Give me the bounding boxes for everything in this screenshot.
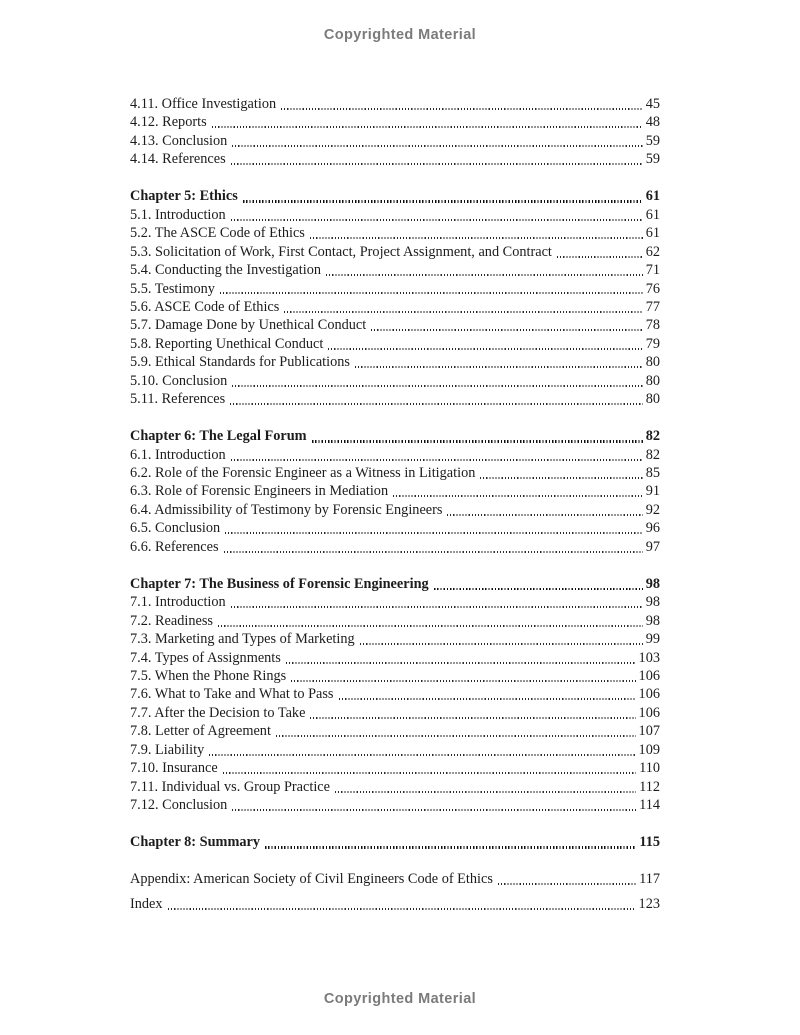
- toc-entry-row: [130, 95, 660, 113]
- dot-leader: [310, 717, 635, 719]
- dot-leader: [281, 108, 643, 110]
- toc-entry-row: [130, 132, 660, 150]
- toc-entry-title: 5.10. Conclusion: [130, 372, 228, 389]
- toc-entry-title: 6.3. Role of Forensic Engineers in Mediation: [130, 483, 389, 500]
- dot-leader: [168, 908, 636, 910]
- toc-entry-title: 5.2. The ASCE Code of Ethics: [130, 225, 305, 242]
- toc-entry-row: [130, 353, 660, 371]
- toc-entry-title: 5.1. Introduction: [130, 206, 226, 223]
- dot-leader: [231, 459, 643, 461]
- toc-chapter-title: Chapter 8: Summary: [130, 834, 260, 851]
- toc-entry-title: 7.1. Introduction: [130, 594, 226, 611]
- toc-entry-row: [130, 316, 660, 334]
- toc-page-number: 91: [645, 483, 660, 500]
- toc-entry-row: [130, 206, 660, 224]
- dot-leader: [335, 791, 636, 793]
- toc-entry-row: [130, 280, 660, 298]
- toc-entry-row: [130, 870, 660, 888]
- toc-page-number: 45: [645, 96, 660, 112]
- dot-leader: [230, 403, 643, 405]
- dot-leader: [224, 551, 643, 553]
- toc-entry-row: [130, 722, 660, 740]
- toc-entry-row: [130, 630, 660, 648]
- toc-entry-row: [130, 667, 660, 685]
- table-of-contents: [130, 95, 660, 914]
- toc-entry-title: 6.1. Introduction: [130, 446, 226, 463]
- toc-page-number: 114: [639, 797, 660, 814]
- toc-chapter-row: [130, 833, 660, 851]
- toc-entry-title: 4.13. Conclusion: [130, 132, 228, 149]
- toc-page-number: 92: [645, 501, 660, 518]
- toc-entry-title: 5.4. Conducting the Investigation: [130, 262, 321, 279]
- toc-entry-title: 7.9. Liability: [130, 741, 205, 758]
- dot-leader: [276, 735, 636, 737]
- dot-leader: [212, 126, 643, 128]
- toc-page-number: 61: [645, 188, 660, 205]
- toc-page-number: 62: [645, 243, 660, 260]
- toc-chapter-title: Chapter 7: The Business of Forensic Engineering: [130, 575, 429, 592]
- toc-page-number: 48: [645, 114, 660, 131]
- dot-leader: [310, 237, 643, 239]
- toc-entry-row: [130, 464, 660, 482]
- toc-page-number: 123: [638, 896, 660, 913]
- dot-leader: [557, 256, 643, 258]
- dot-leader: [265, 846, 636, 848]
- copyrighted-material-banner-bottom: Copyrighted Material: [323, 991, 477, 1007]
- toc-entry-title: 7.2. Readiness: [130, 612, 213, 629]
- dot-leader: [232, 145, 642, 147]
- toc-entry-row: [130, 759, 660, 777]
- toc-entry-row: [130, 593, 660, 611]
- toc-entry-title: 5.5. Testimony: [130, 280, 215, 297]
- dot-leader: [447, 514, 642, 516]
- toc-chapter-row: [130, 427, 660, 445]
- toc-page-number: 79: [645, 335, 660, 352]
- copyrighted-material-banner-top: Copyrighted Material: [323, 27, 477, 43]
- toc-entry-row: [130, 335, 660, 353]
- toc-entry-title: 4.14. References: [130, 151, 226, 168]
- toc-entry-row: [130, 895, 660, 913]
- toc-entry-title: Appendix: American Society of Civil Engineers Code of Ethics: [130, 870, 493, 887]
- toc-entry-title: 7.3. Marketing and Types of Marketing: [130, 631, 355, 648]
- dot-leader: [284, 311, 642, 313]
- toc-page-number: 77: [645, 298, 660, 315]
- dot-leader: [232, 385, 642, 387]
- toc-page-number: 109: [638, 741, 660, 758]
- dot-leader: [231, 606, 643, 608]
- toc-entry-row: [130, 649, 660, 667]
- toc-chapter-row: [130, 575, 660, 593]
- toc-entry-row: [130, 538, 660, 556]
- toc-entry-row: [130, 612, 660, 630]
- toc-page-number: 110: [639, 760, 660, 777]
- dot-leader: [355, 366, 643, 368]
- toc-entry-title: Index: [130, 896, 163, 913]
- toc-page-number: 96: [645, 520, 660, 537]
- toc-page-number: 99: [645, 631, 660, 648]
- toc-entry-title: 4.12. Reports: [130, 114, 207, 131]
- toc-page-number: 103: [638, 649, 660, 666]
- dot-leader: [291, 680, 635, 682]
- toc-entry-row: [130, 261, 660, 279]
- toc-page-number: 98: [645, 612, 660, 629]
- toc-entry-row: [130, 482, 660, 500]
- toc-page-number: 106: [638, 668, 660, 684]
- toc-entry-title: 4.11. Office Investigation: [130, 96, 277, 112]
- toc-page-number: 61: [645, 206, 660, 223]
- toc-entry-title: 5.11. References: [130, 391, 226, 408]
- toc-page-number: 76: [645, 280, 660, 297]
- toc-page-number: 80: [645, 391, 660, 408]
- dot-leader: [371, 329, 642, 331]
- toc-entry-row: [130, 372, 660, 390]
- toc-entry-row: [130, 224, 660, 242]
- toc-page-number: 115: [639, 834, 660, 851]
- toc-page-number: 59: [645, 151, 660, 168]
- toc-page-number: 61: [645, 225, 660, 242]
- dot-leader: [223, 772, 636, 774]
- toc-entry-title: 6.5. Conclusion: [130, 520, 221, 537]
- dot-leader: [220, 292, 643, 294]
- toc-entry-title: 5.3. Solicitation of Work, First Contact, Project Assignment, and Contract: [130, 243, 552, 260]
- toc-entry-title: 5.8. Reporting Unethical Conduct: [130, 335, 324, 352]
- toc-chapter-title: Chapter 5: Ethics: [130, 188, 238, 205]
- toc-chapter-title: Chapter 6: The Legal Forum: [130, 428, 307, 445]
- toc-entry-row: [130, 704, 660, 722]
- dot-leader: [243, 200, 643, 202]
- dot-leader: [286, 662, 636, 664]
- dot-leader: [339, 698, 636, 700]
- toc-page-number: 82: [645, 446, 660, 463]
- toc-entry-row: [130, 778, 660, 796]
- toc-page-number: 112: [639, 778, 660, 795]
- toc-page-number: 97: [645, 538, 660, 555]
- toc-entry-title: 7.6. What to Take and What to Pass: [130, 686, 334, 703]
- dot-leader: [232, 809, 636, 811]
- dot-leader: [312, 440, 643, 442]
- toc-entry-row: [130, 113, 660, 131]
- toc-entry-title: 7.7. After the Decision to Take: [130, 704, 306, 721]
- toc-entry-row: [130, 741, 660, 759]
- dot-leader: [231, 219, 643, 221]
- toc-chapter-row: [130, 187, 660, 205]
- toc-entry-title: 7.11. Individual vs. Group Practice: [130, 778, 330, 795]
- toc-entry-title: 7.12. Conclusion: [130, 797, 228, 814]
- toc-page-number: 98: [645, 594, 660, 611]
- dot-leader: [328, 348, 642, 350]
- toc-entry-row: [130, 796, 660, 814]
- toc-page-number: 78: [645, 317, 660, 334]
- toc-entry-title: 7.8. Letter of Agreement: [130, 723, 271, 740]
- toc-entry-title: 7.4. Types of Assignments: [130, 649, 281, 666]
- dot-leader: [393, 495, 643, 497]
- dot-leader: [326, 274, 643, 276]
- dot-leader: [434, 588, 643, 590]
- toc-entry-title: 7.5. When the Phone Rings: [130, 668, 287, 684]
- toc-page-number: 106: [638, 686, 660, 703]
- toc-entry-title: 6.4. Admissibility of Testimony by Forensic Engineers: [130, 501, 443, 518]
- toc-page-number: 80: [645, 354, 660, 371]
- toc-entry-title: 5.7. Damage Done by Unethical Conduct: [130, 317, 367, 334]
- toc-page-number: 85: [645, 465, 660, 482]
- toc-entry-row: [130, 519, 660, 537]
- toc-entry-row: [130, 298, 660, 316]
- toc-page-number: 71: [645, 262, 660, 279]
- toc-page-number: 107: [638, 723, 660, 740]
- toc-entry-title: 7.10. Insurance: [130, 760, 218, 777]
- toc-entry-row: [130, 685, 660, 703]
- toc-page-number: 106: [638, 704, 660, 721]
- toc-entry-row: [130, 243, 660, 261]
- toc-entry-title: 6.2. Role of the Forensic Engineer as a Witness in Litigation: [130, 465, 476, 482]
- dot-leader: [225, 532, 643, 534]
- toc-entry-row: [130, 150, 660, 168]
- dot-leader: [209, 754, 635, 756]
- toc-entry-row: [130, 501, 660, 519]
- dot-leader: [480, 477, 642, 479]
- toc-page-number: 98: [645, 575, 660, 592]
- dot-leader: [231, 163, 643, 165]
- toc-entry-title: 5.6. ASCE Code of Ethics: [130, 298, 280, 315]
- dot-leader: [218, 625, 643, 627]
- dot-leader: [498, 883, 636, 885]
- dot-leader: [360, 643, 643, 645]
- toc-entry-row: [130, 390, 660, 408]
- toc-page-number: 82: [645, 428, 660, 445]
- toc-entry-title: 5.9. Ethical Standards for Publications: [130, 354, 350, 371]
- toc-entry-row: [130, 446, 660, 464]
- toc-entry-title: 6.6. References: [130, 538, 219, 555]
- toc-page-number: 59: [645, 132, 660, 149]
- toc-page-number: 80: [645, 372, 660, 389]
- toc-page-number: 117: [639, 870, 660, 887]
